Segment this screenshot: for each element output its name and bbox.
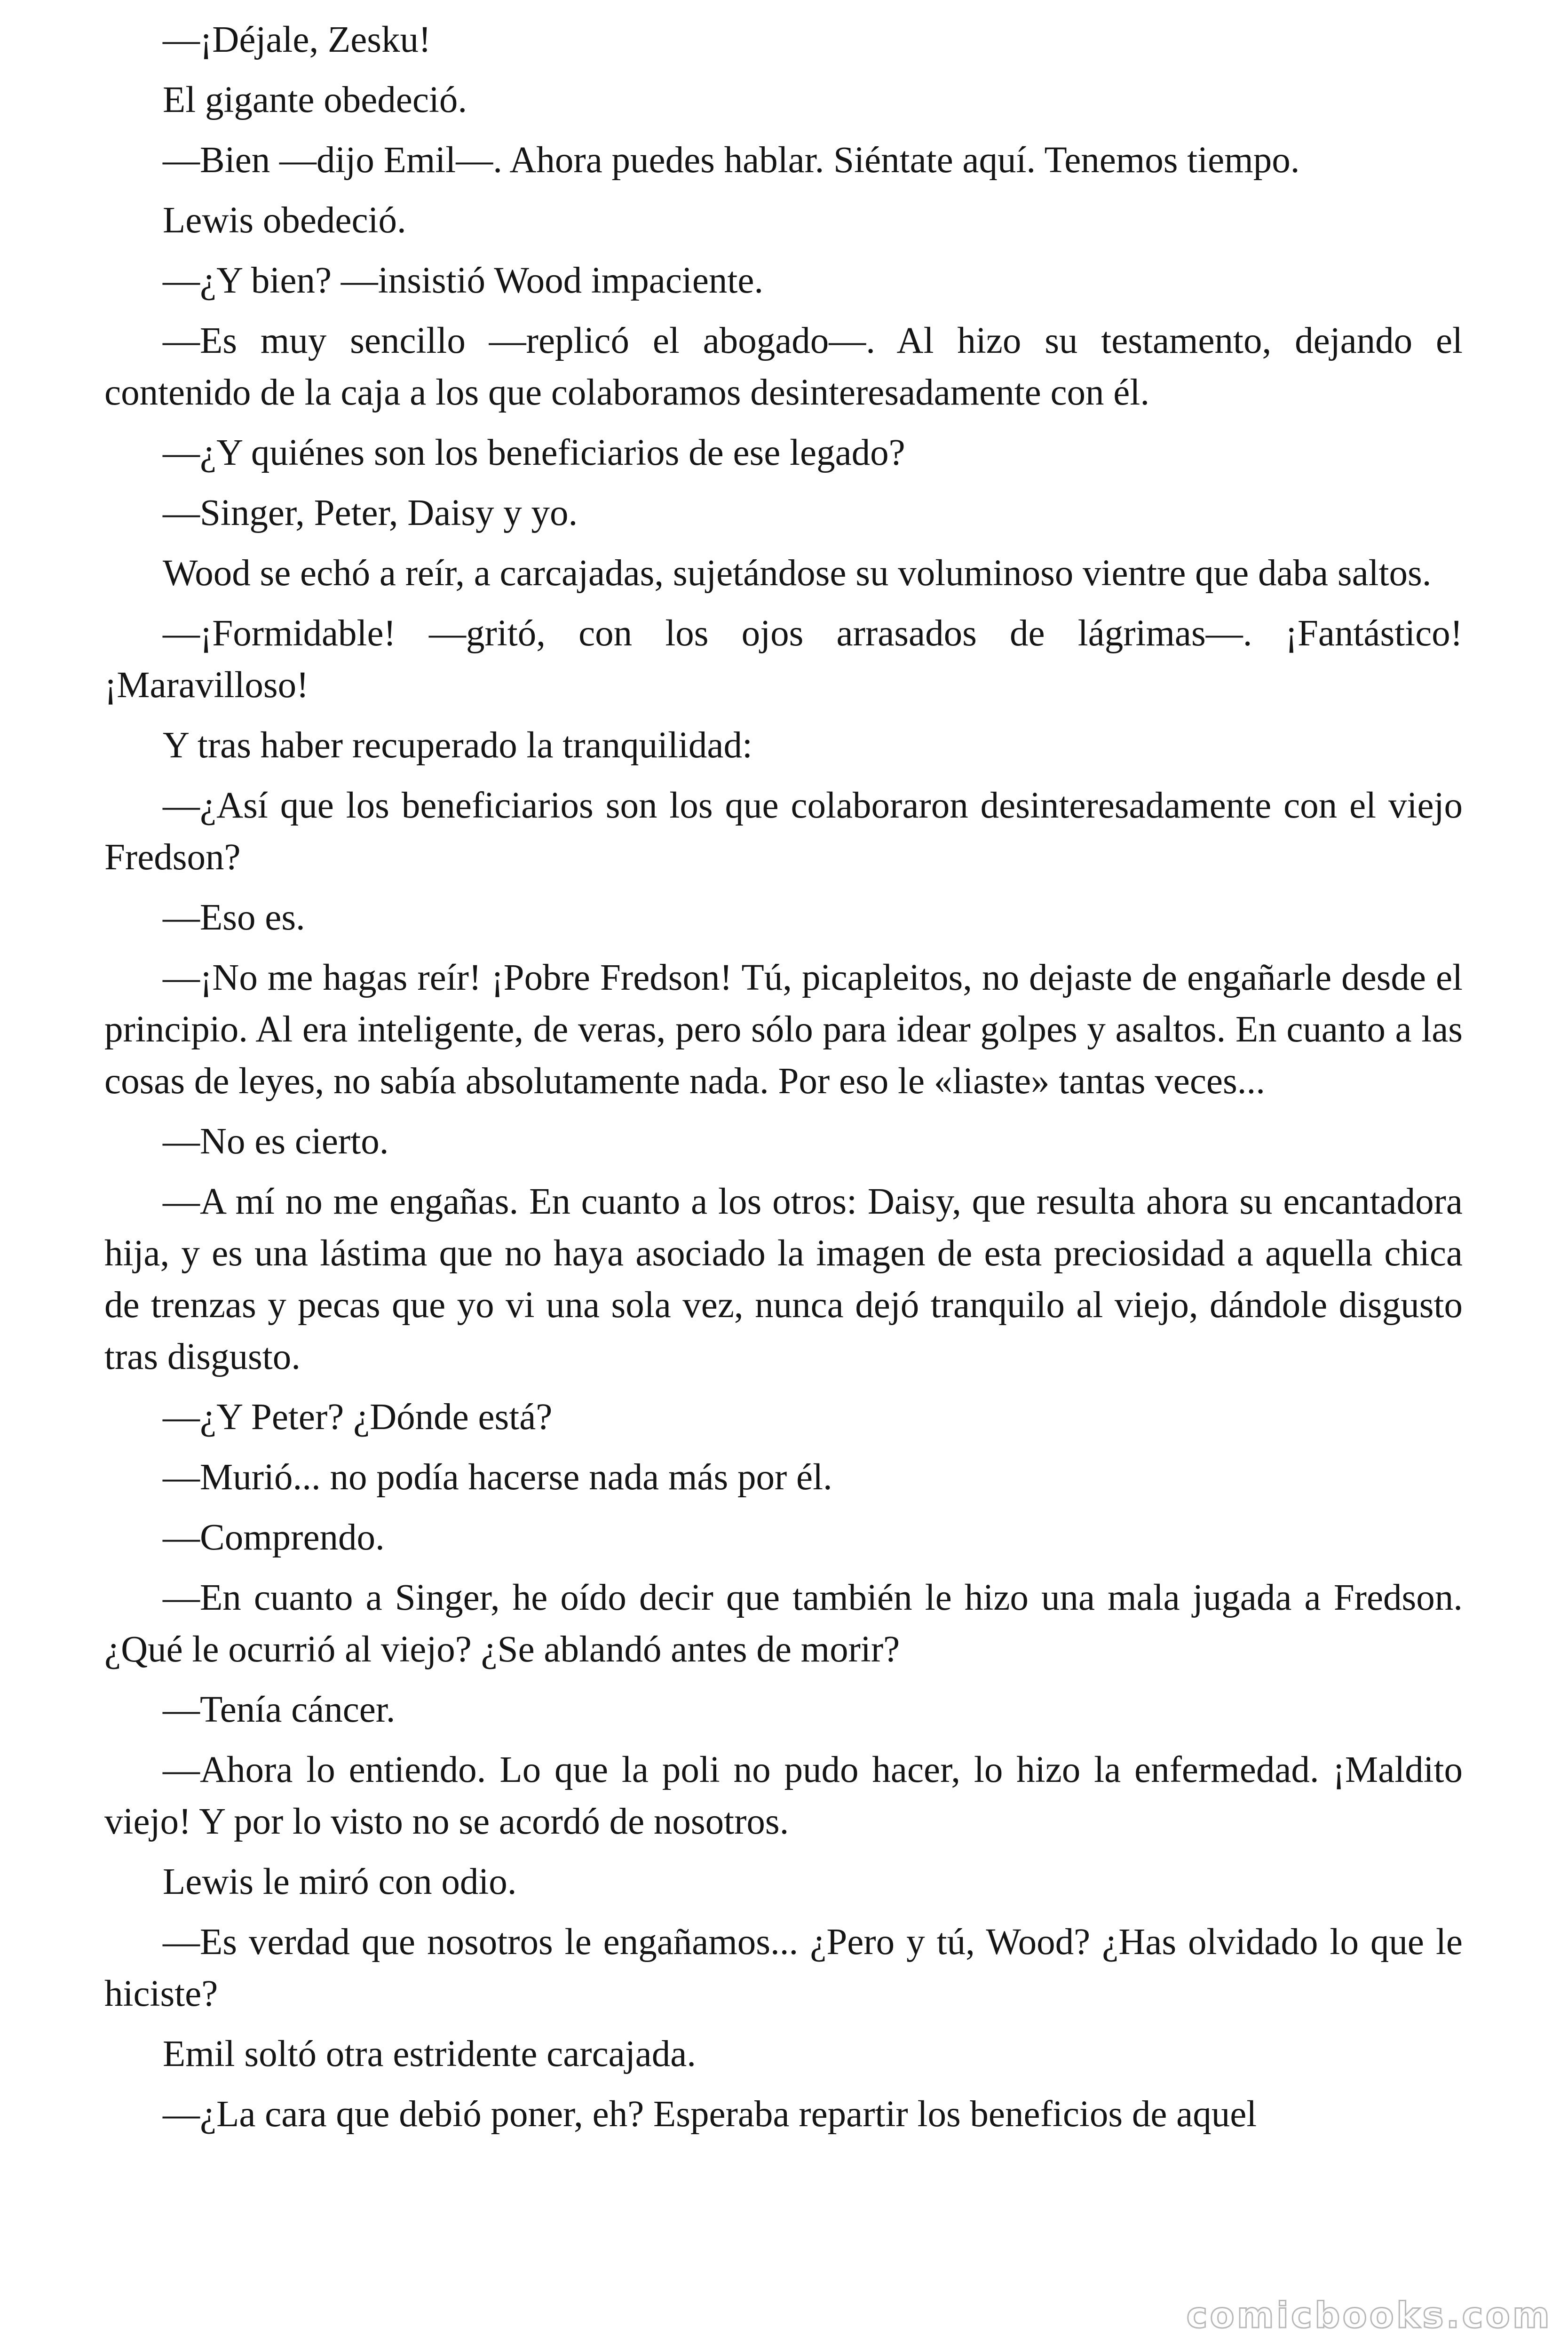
paragraph: Lewis obedeció.	[163, 200, 406, 241]
paragraph: —No es cierto.	[163, 1121, 389, 1162]
paragraph: —¿La cara que debió poner, eh? Esperaba repartir los beneficios de aquel	[163, 2094, 1257, 2135]
paragraph: Lewis le miró con odio.	[163, 1861, 517, 1902]
paragraph: —¡Déjale, Zesku!	[163, 19, 431, 60]
paragraph: —En cuanto a Singer, he oído decir que también le hizo una mala jugada a Fredson. ¿Qué le ocurrió al viejo? ¿Se ablandó antes de morir?	[104, 1577, 1463, 1670]
paragraph: —Ahora lo entiendo. Lo que la poli no pudo hacer, lo hizo la enfermedad. ¡Maldito viejo! Y por lo visto no se acordó de nosotros.	[104, 1749, 1463, 1842]
paragraph: —A mí no me engañas. En cuanto a los otros: Daisy, que resulta ahora su encantadora hija, y es una lástima que no haya asociado la imagen de esta preciosidad a aquella chica de trenzas y pecas que yo vi una sola vez, nunca dejó tranquilo al viejo, dándole disgusto tras disgusto.	[104, 1181, 1463, 1377]
paragraph: Y tras haber recuperado la tranquilidad:	[163, 725, 752, 766]
paragraph: Emil soltó otra estridente carcajada.	[163, 2034, 697, 2074]
paragraph: —Bien —dijo Emil—. Ahora puedes hablar. Siéntate aquí. Tenemos tiempo.	[163, 140, 1300, 181]
paragraph: —¿Y Peter? ¿Dónde está?	[163, 1397, 553, 1438]
paragraph: —Es verdad que nosotros le engañamos... ¿Pero y tú, Wood? ¿Has olvidado lo que le hiciste?	[104, 1922, 1463, 2014]
page-text	[104, 14, 1463, 2149]
paragraph: —Murió... no podía hacerse nada más por él.	[163, 1457, 832, 1498]
paragraph: —¡No me hagas reír! ¡Pobre Fredson! Tú, picapleitos, no dejaste de engañarle desde el principio. Al era inteligente, de veras, pero sólo para idear golpes y asaltos. En cuanto a las cosas de leyes, no sabía absolutamente nada. Por eso le «liaste» tantas veces...	[104, 957, 1463, 1102]
watermark: comicbooks.com	[1186, 2294, 1552, 2336]
paragraph: —¿Así que los beneficiarios son los que colaboraron desinteresadamente con el viejo Fredson?	[104, 785, 1463, 878]
paragraph: —¿Y quiénes son los beneficiarios de ese legado?	[163, 432, 905, 473]
paragraph: —Comprendo.	[163, 1517, 385, 1558]
paragraph: El gigante obedeció.	[163, 79, 467, 120]
paragraph: —Singer, Peter, Daisy y yo.	[163, 493, 578, 533]
paragraph: —¡Formidable! —gritó, con los ojos arrasados de lágrimas—. ¡Fantástico! ¡Maravilloso!	[104, 613, 1463, 706]
paragraph: —Es muy sencillo —replicó el abogado—. Al hizo su testamento, dejando el contenido de la caja a los que colaboramos desinteresadamente con él.	[104, 320, 1463, 413]
paragraph: Wood se echó a reír, a carcajadas, sujetándose su voluminoso vientre que daba saltos.	[163, 553, 1432, 594]
paragraph: —Eso es.	[163, 897, 305, 938]
paragraph: —Tenía cáncer.	[163, 1689, 396, 1730]
paragraph: —¿Y bien? —insistió Wood impaciente.	[163, 260, 764, 301]
